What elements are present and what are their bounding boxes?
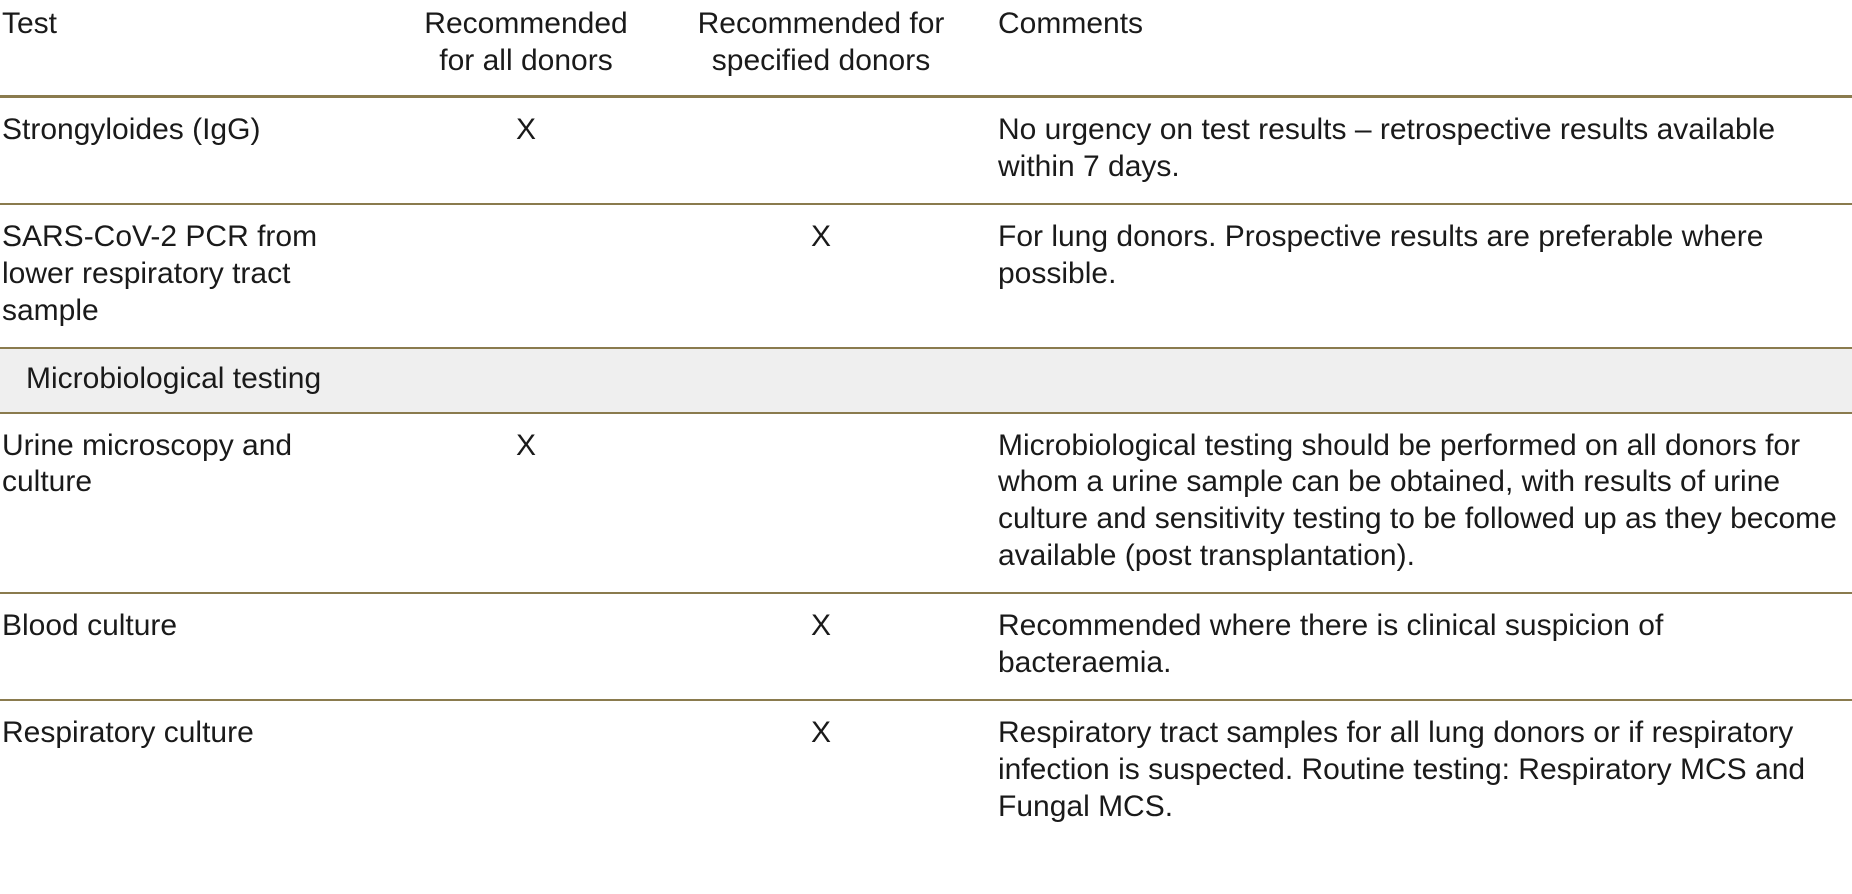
column-header-all-donors: [390, 0, 680, 97]
cell-all-donors-mark: X: [390, 413, 680, 593]
table-row: [0, 700, 1852, 843]
table-row: [0, 97, 1852, 205]
column-header-test: Test: [0, 0, 390, 97]
cell-test: Urine microscopy and culture: [0, 413, 390, 593]
column-header-specified-donors-line2: specified donors: [711, 43, 931, 77]
cell-specified-donors-mark: X: [810, 716, 831, 750]
table-body: [0, 97, 1852, 843]
column-header-specified-donors: [680, 0, 980, 97]
cell-all-donors-mark: [390, 700, 680, 843]
cell-specified-donors-mark: X: [680, 204, 980, 348]
table-header: [0, 0, 1852, 97]
column-header-specified-donors-line1: Recommended for: [697, 7, 945, 40]
cell-test: Strongyloides (IgG): [0, 97, 390, 205]
cell-all-donors-mark: X: [390, 97, 680, 205]
table-row: [0, 593, 1852, 700]
column-header-all-donors-line1: Recommended: [424, 7, 628, 40]
cell-all-donors-mark: [390, 593, 680, 700]
cell-specified-donors-mark: [680, 97, 980, 205]
cell-all-donors-mark: [390, 204, 680, 348]
table-header-row: [0, 0, 1852, 97]
cell-comments: For lung donors. Prospective results are preferable where possible.: [980, 204, 1852, 348]
cell-test: SARS-CoV-2 PCR from lower respiratory tract sample: [0, 204, 390, 348]
cell-test: Respiratory culture: [2, 716, 254, 750]
column-header-all-donors-line2: for all donors: [439, 43, 613, 77]
cell-specified-donors-mark: [680, 413, 980, 593]
cell-specified-donors-mark: X: [680, 593, 980, 700]
table-section-row: [0, 348, 1852, 413]
table-row: [0, 413, 1852, 593]
cell-comments: Respiratory tract samples for all lung donors or if respiratory infection is suspected. Routine testing: Respiratory MCS and Fungal MCS.: [998, 716, 1806, 823]
cell-comments: No urgency on test results – retrospective results available within 7 days.: [980, 97, 1852, 205]
table-row: [0, 204, 1852, 348]
column-header-comments: Comments: [980, 0, 1852, 97]
cell-comments: Recommended where there is clinical suspicion of bacteraemia.: [980, 593, 1852, 700]
cell-test: Blood culture: [0, 593, 390, 700]
cell-comments: Microbiological testing should be performed on all donors for whom a urine sample can be obtained, with results of urine culture and sensitivity testing to be followed up as they become available (post transplantation).: [980, 413, 1852, 593]
section-title: Microbiological testing: [0, 348, 1852, 413]
